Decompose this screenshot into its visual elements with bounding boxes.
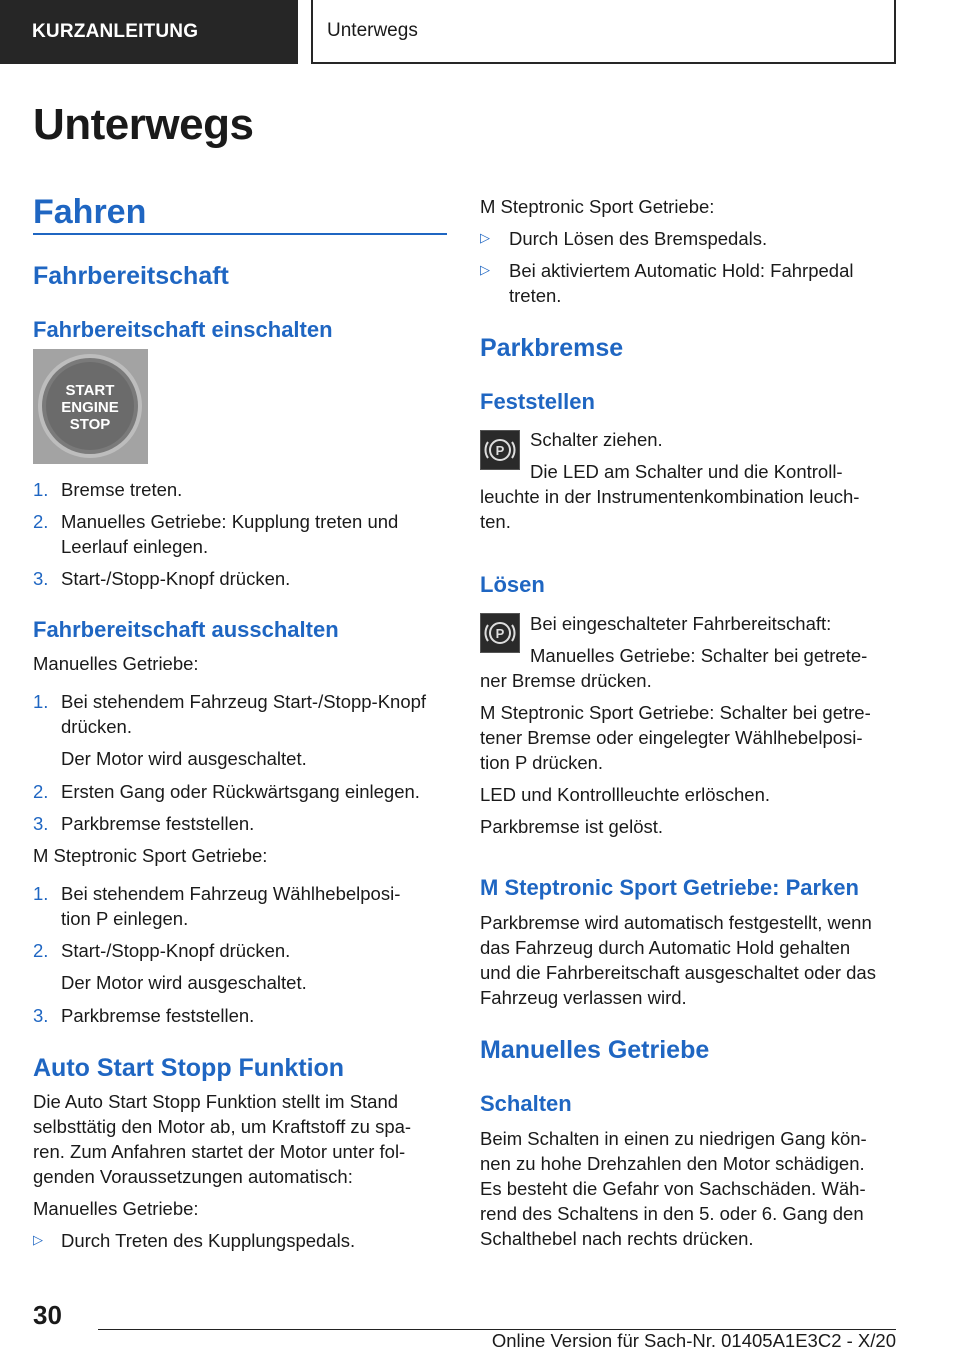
step-number: 2. [33, 511, 49, 532]
step-number: 3. [33, 813, 49, 834]
schalten-text: nen zu hohe Drehzahlen den Motor schädigen. [480, 1153, 865, 1174]
manuell-label: Manuelles Getriebe: [33, 653, 199, 674]
step-text: Bei stehendem Fahrzeug Wählhebelposi- [61, 883, 401, 904]
schalten-text: Beim Schalten in einen zu niedrigen Gang kön- [480, 1128, 867, 1149]
svg-text:P: P [495, 443, 505, 458]
footer-version-text: Online Version für Sach-Nr. 01405A1E3C2 - X/20 [491, 1330, 896, 1351]
step-number: 1. [33, 691, 49, 712]
step-text: Start-/Stopp-Knopf drücken. [61, 940, 291, 961]
loesen-done-text: Parkbremse ist gelöst. [480, 816, 664, 837]
page-number: 30 [33, 1300, 62, 1330]
heading-fahren: Fahren [33, 193, 147, 231]
svg-text:P: P [495, 626, 505, 641]
step-text: Parkbremse feststellen. [61, 813, 255, 834]
step-number: 3. [33, 1005, 49, 1026]
bullet-triangle-icon: ▷ [33, 1232, 43, 1247]
step-text: Ersten Gang oder Rückwärtsgang einlegen. [61, 781, 420, 802]
heading-manuelles-getriebe: Manuelles Getriebe [480, 1036, 710, 1064]
step-note: Der Motor wird ausgeschaltet. [61, 748, 307, 769]
step-text: tion P einlegen. [61, 908, 189, 929]
parken-text: Parkbremse wird automatisch festgestellt, wenn [480, 912, 872, 933]
feststellen-text: ten. [480, 511, 511, 532]
step-text: Manuelles Getriebe: Kupplung treten und [61, 511, 399, 532]
heading-loesen: Lösen [480, 572, 545, 597]
section-tab[interactable] [0, 0, 298, 64]
heading-steptronic-parken: M Steptronic Sport Getriebe: Parken [480, 875, 859, 900]
loesen-text: Bei eingeschalteter Fahrbereitschaft: [530, 613, 832, 634]
step-number: 3. [33, 568, 49, 589]
loesen-steptronic-text: tion P drücken. [480, 752, 604, 773]
bullet-triangle-icon: ▷ [480, 230, 490, 245]
feststellen-text: Schalter ziehen. [530, 429, 663, 450]
step-number: 2. [33, 940, 49, 961]
page-title: Unterwegs [33, 100, 254, 149]
engine-text: ENGINE [61, 399, 119, 416]
schalten-text: Schalthebel nach rechts drücken. [480, 1228, 754, 1249]
parking-brake-icon [480, 430, 520, 470]
heading-ausschalten: Fahrbereitschaft ausschalten [33, 617, 339, 642]
steptronic-label: M Steptronic Sport Getriebe: [480, 196, 715, 217]
loesen-steptronic-text: M Steptronic Sport Getriebe: Schalter bei getre- [480, 702, 871, 723]
loesen-steptronic-text: tener Bremse oder eingelegter Wählhebelposi- [480, 727, 863, 748]
chapter-label: Unterwegs [327, 20, 418, 41]
schalten-text: rend des Schaltens in den 5. oder 6. Gang den [480, 1203, 864, 1224]
heading-feststellen: Feststellen [480, 389, 595, 414]
feststellen-text: Die LED am Schalter und die Kontroll- [530, 461, 843, 482]
parken-text: das Fahrzeug durch Automatic Hold gehalten [480, 937, 851, 958]
auto-start-text: ren. Zum Anfahren startet der Motor unter fol- [33, 1141, 406, 1162]
loesen-text: ner Bremse drücken. [480, 670, 652, 691]
step-text: Parkbremse feststellen. [61, 1005, 255, 1026]
heading-parkbremse: Parkbremse [480, 334, 624, 362]
parken-text: Fahrzeug verlassen wird. [480, 987, 687, 1008]
step-note: Der Motor wird ausgeschaltet. [61, 972, 307, 993]
step-number: 1. [33, 883, 49, 904]
stop-text: STOP [69, 416, 111, 433]
step-text: drücken. [61, 716, 132, 737]
loesen-text: Manuelles Getriebe: Schalter bei getrete- [530, 645, 868, 666]
bullet-text: Durch Treten des Kupplungspedals. [61, 1230, 356, 1251]
step-number: 1. [33, 479, 49, 500]
bullet-text: treten. [509, 285, 562, 306]
heading-rule [33, 233, 447, 235]
schalten-text: Es besteht die Gefahr von Sachschäden. Wäh- [480, 1178, 866, 1199]
bullet-text: Bei aktiviertem Automatic Hold: Fahrpedal [509, 260, 854, 281]
section-label: KURZANLEITUNG [32, 21, 199, 42]
step-text: Bei stehendem Fahrzeug Start-/Stopp-Knopf [61, 691, 427, 712]
start-engine-stop-icon [33, 349, 148, 464]
auto-start-text: Die Auto Start Stopp Funktion stellt im Stand [33, 1091, 399, 1112]
chapter-tab[interactable] [311, 0, 896, 64]
parking-brake-icon [480, 613, 520, 653]
heading-einschalten: Fahrbereitschaft einschalten [33, 317, 333, 342]
steptronic-label: M Steptronic Sport Getriebe: [33, 845, 268, 866]
parken-text: und die Fahrbereitschaft ausgeschaltet oder das [480, 962, 876, 983]
bullet-text: Durch Lösen des Bremspedals. [509, 228, 768, 249]
heading-fahrbereitschaft: Fahrbereitschaft [33, 262, 229, 290]
loesen-led-text: LED und Kontrollleuchte erlöschen. [480, 784, 771, 805]
feststellen-text: leuchte in der Instrumentenkombination leuch- [480, 486, 860, 507]
start-text: START [65, 382, 115, 399]
step-text: Bremse treten. [61, 479, 183, 500]
step-text: Leerlauf einlegen. [61, 536, 209, 557]
auto-manuell-label: Manuelles Getriebe: [33, 1198, 199, 1219]
step-text: Start-/Stopp-Knopf drücken. [61, 568, 291, 589]
heading-schalten: Schalten [480, 1091, 572, 1116]
bullet-triangle-icon: ▷ [480, 262, 490, 277]
auto-start-text: genden Voraussetzungen automatisch: [33, 1166, 353, 1187]
heading-auto-start-stopp: Auto Start Stopp Funktion [33, 1054, 345, 1082]
step-number: 2. [33, 781, 49, 802]
auto-start-text: selbsttätig den Motor ab, um Kraftstoff zu spa- [33, 1116, 412, 1137]
